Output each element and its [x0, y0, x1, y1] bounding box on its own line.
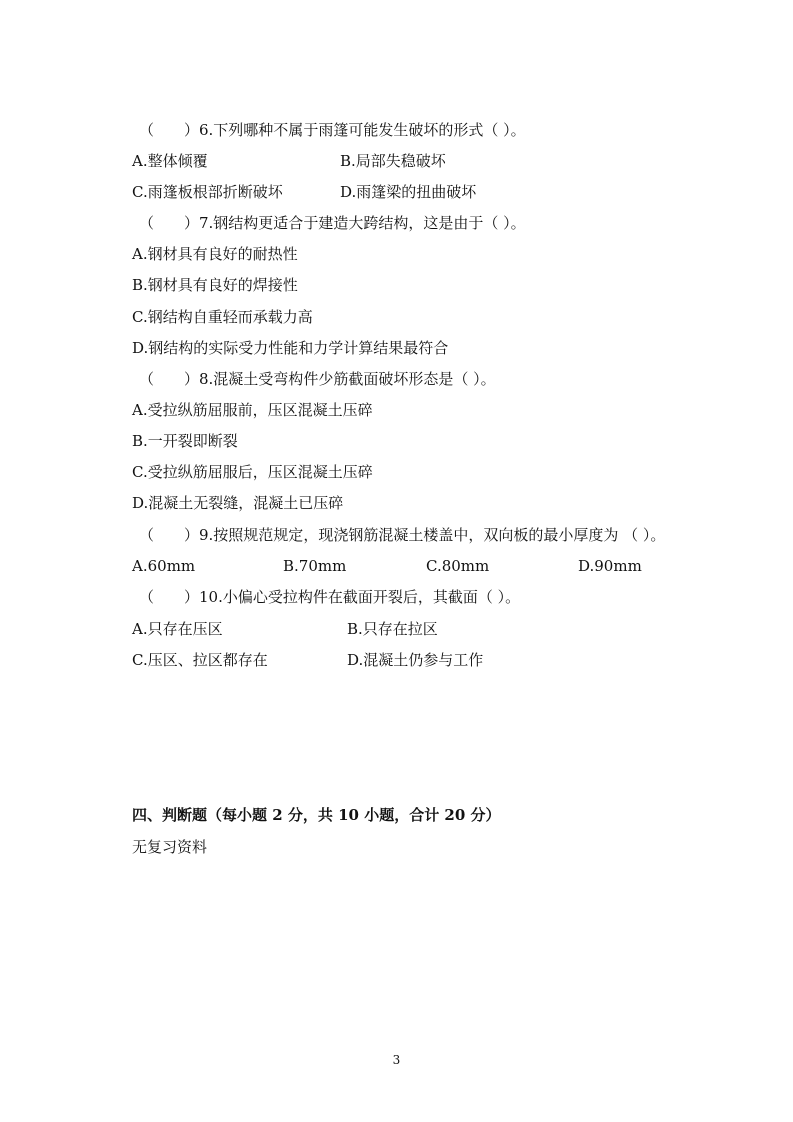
question-9-option-b: B.70mm: [283, 557, 347, 575]
question-10-option-d: D.混凝土仍参与工作: [347, 651, 484, 669]
question-8-option-c: C.受拉纵筋屈服后，压区混凝土压碎: [132, 463, 373, 481]
question-7-option-d: D.钢结构的实际受力性能和力学计算结果最符合: [132, 339, 449, 357]
question-9-option-c: C.80mm: [426, 557, 490, 575]
question-10-option-a: A.只存在压区: [132, 620, 223, 638]
question-9-option-a: A.60mm: [132, 557, 196, 575]
question-9-options-row: [132, 556, 642, 576]
question-6-option-b: B.局部失稳破坏: [340, 152, 446, 170]
question-10-options-row-2: [132, 650, 483, 670]
question-6-options-row-2: [132, 182, 476, 202]
question-6-option-d: D.雨篷梁的扭曲破坏: [340, 183, 477, 201]
question-7-option-a: A.钢材具有良好的耐热性: [132, 245, 298, 263]
question-9-option-d: D.90mm: [578, 557, 642, 575]
section-heading: 四、判断题（每小题 2 分，共 10 小题，合计 20 分）: [132, 806, 501, 824]
question-8-option-b: B.一开裂即断裂: [132, 432, 238, 450]
question-10-option-c: C.压区、拉区都存在: [132, 651, 268, 669]
question-7-option-c: C.钢结构自重轻而承载力高: [132, 308, 313, 326]
question-9-stem: （ ）9.按照规范规定，现浇钢筋混凝土楼盖中，双向板的最小厚度为 （ ）。: [139, 526, 666, 544]
section-note: 无复习资料: [132, 838, 208, 856]
question-10-options-row-1: [132, 619, 438, 639]
question-6-option-c: C.雨篷板根部折断破坏: [132, 183, 283, 201]
question-8-option-a: A.受拉纵筋屈服前，压区混凝土压碎: [132, 401, 373, 419]
page-number: 3: [392, 1053, 401, 1067]
question-6-stem: （ ）6.下列哪种不属于雨篷可能发生破坏的形式（ ）。: [139, 121, 526, 139]
question-10-option-b: B.只存在拉区: [347, 620, 438, 638]
question-8-stem: （ ）8.混凝土受弯构件少筋截面破坏形态是（ ）。: [139, 370, 496, 388]
question-6-option-a: A.整体倾覆: [132, 152, 208, 170]
question-8-option-d: D.混凝土无裂缝，混凝土已压碎: [132, 494, 344, 512]
question-7-option-b: B.钢材具有良好的焊接性: [132, 276, 298, 294]
question-10-stem: （ ）10.小偏心受拉构件在截面开裂后，其截面（ ）。: [139, 588, 521, 606]
question-7-stem: （ ）7.钢结构更适合于建造大跨结构，这是由于（ ）。: [139, 214, 526, 232]
question-6-options-row-1: [132, 151, 446, 171]
